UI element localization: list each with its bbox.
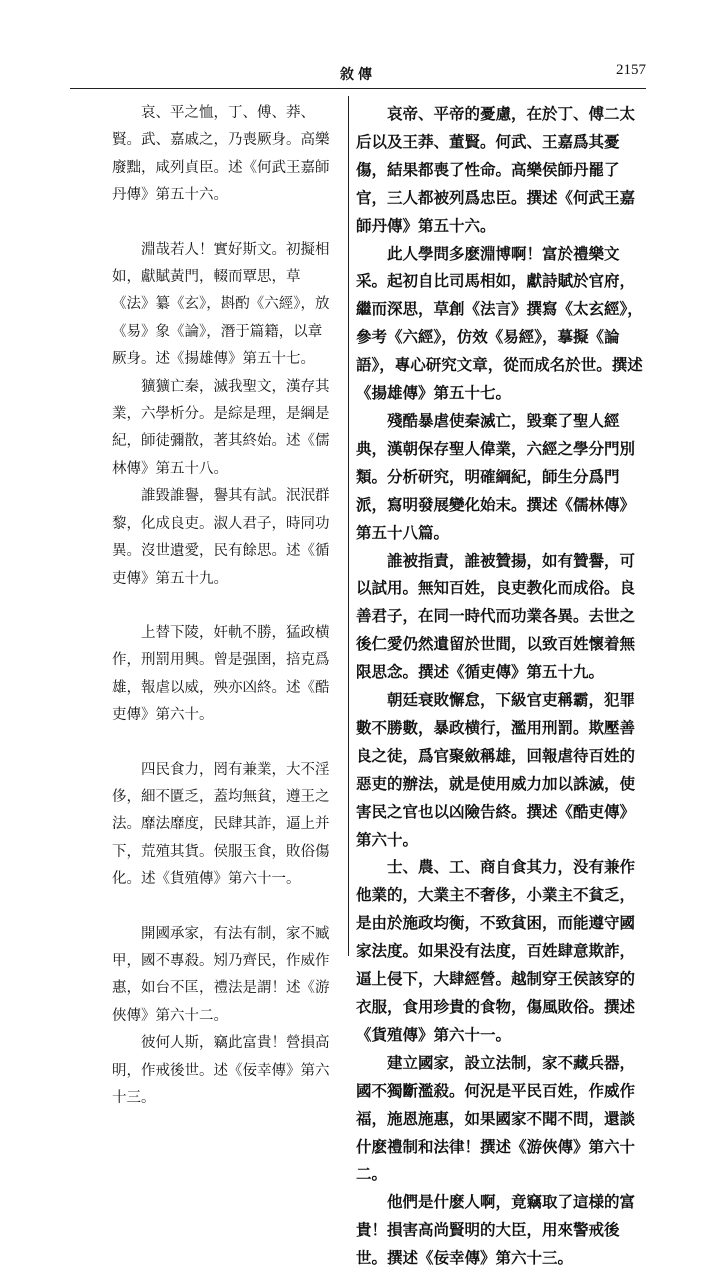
page-number: 2157 xyxy=(616,62,646,78)
classical-paragraph: 四民食力，罔有兼業，大不淫侈，細不匱乏，蓋均無貧，遵王之法。靡法靡度，民肆其詐，逼上并下，荒殖其貨。侯服玉食，敗俗傷化。述《貨殖傳》第六十一。 xyxy=(112,761,330,888)
translation-paragraph: 誰被指責，誰被贊揚，如有贊譽，可以試用。無知百姓，良吏教化而成俗。良善君子，在同一時代而功業各異。去世之後仁愛仍然遺留於世間，以致百姓懷着無限思念。撰述《循吏傳》第五十九。 xyxy=(356,550,636,682)
classical-paragraph: 淵哉若人！實好斯文。初擬相如，獻賦黃門，輟而覃思，草《法》纂《玄》，斟酌《六經》，放《易》象《論》，潛于篇籍，以章厥身。述《揚雄傳》第五十七。 xyxy=(112,241,330,368)
classical-paragraph: 獷獷亡秦，滅我聖文，漢存其業，六學析分。是綜是理，是綱是紀，師徒彌散，著其終始。述《儒林傳》第五十八。 xyxy=(112,378,330,477)
running-title: 敘傳 xyxy=(340,67,376,83)
translation-paragraph: 哀帝、平帝的憂慮，在於丁、傅二太后以及王莽、董賢。何武、王嘉爲其憂傷，結果都喪了性命。高樂侯師丹罷了官，三人都被列爲忠臣。撰述《何武王嘉師丹傳》第五十六。 xyxy=(356,104,636,235)
column-divider xyxy=(348,96,349,956)
translation-paragraph: 殘酷暴虐使秦滅亡，毀棄了聖人經典，漢朝保存聖人偉業，六經之學分門別類。分析研究，明確綱紀，師生分爲門派，寫明發展變化始末。撰述《儒林傳》第五十八篇。 xyxy=(356,410,636,542)
translation-paragraph: 此人學問多麽淵博啊！富於禮樂文采。起初自比司馬相如，獻詩賦於官府，繼而深思，草創《法言》撰寫《太玄經》，參考《六經》，仿效《易經》，摹擬《論語》，專心研究文章，從而成名於世。撰述《揚雄傳》第五十七。 xyxy=(356,243,643,403)
classical-paragraph: 彼何人斯，竊此富貴！營損高明，作戒後世。述《佞幸傳》第六十三。 xyxy=(112,1035,330,1106)
translation-paragraph: 朝廷衰敗懈怠，下級官吏稱霸，犯罪數不勝數，暴政横行，濫用刑罰。欺壓善良之徒，爲官聚斂稱雄，回報虐待百姓的惡吏的辦法，就是使用威力加以誅滅，使害民之官也以凶險告終。撰述《酷吏傳》第六十。 xyxy=(356,690,636,849)
translation-paragraph: 建立國家，設立法制，家不藏兵器，國不獨斷濫殺。何況是平民百姓，作威作福，施恩施惠，如果國家不聞不問，還談什麽禮制和法律！撰述《游俠傳》第六十二。 xyxy=(356,1052,636,1184)
page-header xyxy=(70,60,646,89)
translation-column xyxy=(356,100,650,1268)
classical-text-column xyxy=(112,100,334,1106)
classical-paragraph: 哀、平之恤，丁、傅、莽、賢。武、嘉戚之，乃喪厥身。高樂廢黜，咸列貞臣。述《何武王嘉師丹傳》第五十六。 xyxy=(112,105,330,204)
classical-paragraph: 上替下陵，奸軌不勝，猛政横作，刑罰用興。曾是强圉，掊克爲雄，報虐以威，殃亦凶終。述《酷吏傳》第六十。 xyxy=(112,624,330,724)
classical-paragraph: 開國承家，有法有制，家不臧甲，國不專殺。矧乃齊民，作威作惠，如台不匡，禮法是謂！述《游俠傳》第六十二。 xyxy=(112,925,330,1024)
translation-paragraph: 他們是什麽人啊，竟竊取了這様的富貴！損害高尚賢明的大臣，用來警戒後世。撰述《佞幸傳》第六十三。 xyxy=(356,1192,636,1268)
translation-paragraph: 士、農、工、商自食其力，没有兼作他業的，大業主不奢侈，小業主不貧乏，是由於施政均衡，不致貧困，而能遵守國家法度。如果没有法度，百姓肆意欺詐，逼上侵下，大肆經營。越制穿王侯該穿的衣服，食用珍貴的食物，傷風敗俗。撰述《貨殖傳》第六十一。 xyxy=(356,857,636,1044)
classical-paragraph: 誰毀誰譽，譽其有試。泯泯群黎，化成良吏。淑人君子，時同功異。沒世遺愛，民有餘思。述《循吏傳》第五十九。 xyxy=(112,488,330,587)
